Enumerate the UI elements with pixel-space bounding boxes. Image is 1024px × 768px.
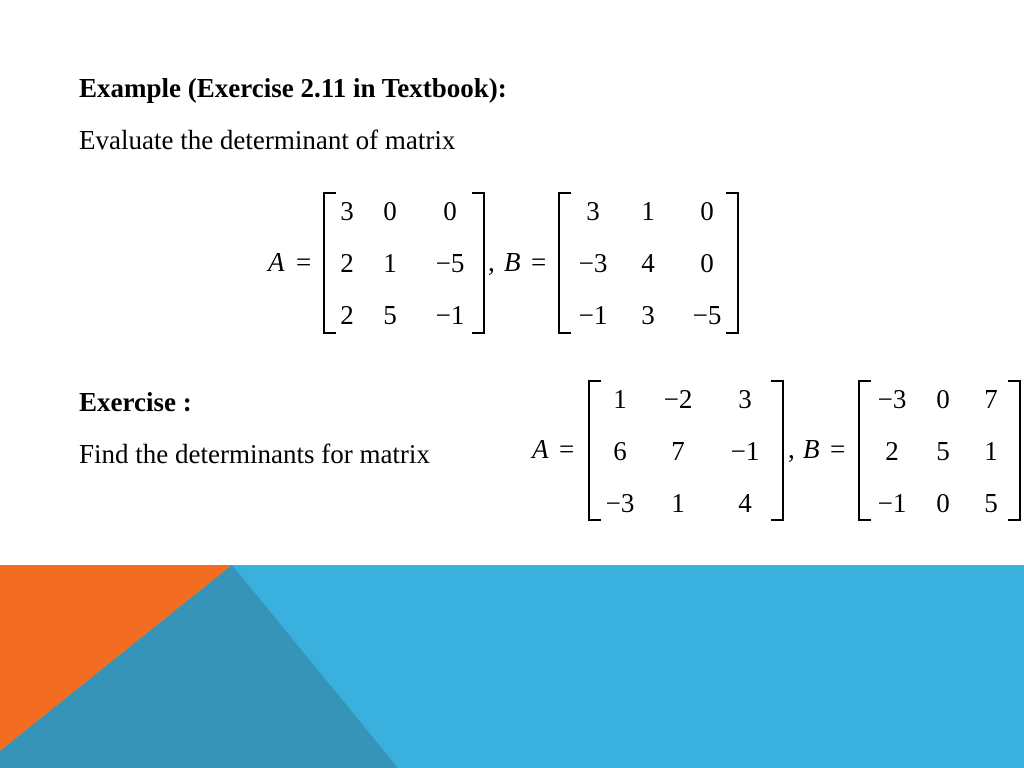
example-heading: Example (Exercise 2.11 in Textbook): <box>79 73 507 103</box>
matrix-cell: −5 <box>692 300 722 330</box>
matrix-cell: 1 <box>984 436 998 466</box>
matrix-cell: −3 <box>605 488 635 518</box>
matrix-cell: 2 <box>340 248 354 278</box>
matrix-cell: 3 <box>340 196 354 226</box>
matrix-cell: 3 <box>738 384 752 414</box>
footer-shapes <box>0 565 1024 768</box>
matrix-cell: 5 <box>984 488 998 518</box>
matrix-cell: 3 <box>641 300 655 330</box>
matrix-cell: 1 <box>641 196 655 226</box>
matrix-cell: −1 <box>730 436 760 466</box>
matrix-cell: 7 <box>984 384 998 414</box>
example-equals-a: = <box>296 247 312 277</box>
exercise-label-a: A <box>532 434 549 464</box>
example-equals-b: = <box>531 247 547 277</box>
matrix-cell: 5 <box>936 436 950 466</box>
exercise-equals-a: = <box>559 434 575 464</box>
matrix-cell: −1 <box>877 488 907 518</box>
example-matrix-a <box>330 195 484 331</box>
exercise-matrix-b-right-bracket <box>1008 380 1021 521</box>
exercise-instruction: Find the determinants for matrix <box>79 439 430 469</box>
example-matrix-b <box>566 195 738 331</box>
matrix-cell: 0 <box>936 384 950 414</box>
matrix-cell: 4 <box>738 488 752 518</box>
exercise-equals-b: = <box>830 434 846 464</box>
matrix-cell: 0 <box>700 196 714 226</box>
matrix-cell: 1 <box>671 488 685 518</box>
exercise-heading: Exercise : <box>79 387 192 417</box>
matrix-cell: −2 <box>663 384 693 414</box>
example-matrix-a-right-bracket <box>472 192 485 334</box>
matrix-cell: 0 <box>700 248 714 278</box>
matrix-cell: −3 <box>578 248 608 278</box>
exercise-separator: , <box>788 434 795 464</box>
decorative-footer-band <box>0 565 1024 768</box>
matrix-cell: 6 <box>613 436 627 466</box>
matrix-cell: 5 <box>383 300 397 330</box>
matrix-cell: −5 <box>435 248 465 278</box>
matrix-cell: 0 <box>443 196 457 226</box>
matrix-cell: 2 <box>340 300 354 330</box>
exercise-matrix-b <box>866 383 1014 519</box>
matrix-cell: 4 <box>641 248 655 278</box>
matrix-cell: 2 <box>885 436 899 466</box>
matrix-cell: 7 <box>671 436 685 466</box>
example-label-a: A <box>268 247 285 277</box>
example-instruction: Evaluate the determinant of matrix <box>79 125 456 155</box>
matrix-cell: −3 <box>877 384 907 414</box>
matrix-cell: −1 <box>435 300 465 330</box>
matrix-cell: −1 <box>578 300 608 330</box>
exercise-matrix-a <box>596 383 778 519</box>
matrix-cell: 1 <box>613 384 627 414</box>
example-matrix-b-right-bracket <box>726 192 739 334</box>
example-label-b: B <box>504 247 521 277</box>
matrix-cell: 3 <box>586 196 600 226</box>
example-separator: , <box>488 247 495 277</box>
matrix-cell: 0 <box>936 488 950 518</box>
exercise-matrix-a-right-bracket <box>771 380 784 521</box>
matrix-cell: 1 <box>383 248 397 278</box>
exercise-label-b: B <box>803 434 820 464</box>
matrix-cell: 0 <box>383 196 397 226</box>
